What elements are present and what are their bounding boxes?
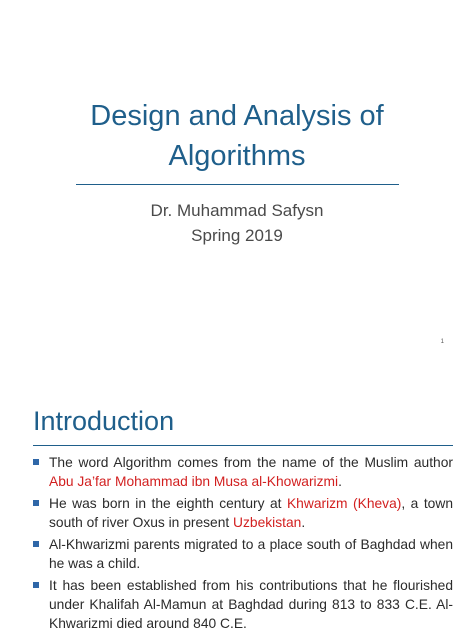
bullet-text: The word Algorithm comes from the name of the Muslim author — [49, 455, 453, 470]
term-label: Spring 2019 — [191, 226, 283, 245]
bullet-item — [32, 494, 453, 532]
slide-title — [0, 96, 474, 176]
title-divider — [76, 184, 399, 185]
slide-subtitle — [0, 198, 474, 248]
square-bullet-icon — [33, 582, 39, 588]
author-name: Dr. Muhammad Safysn — [150, 201, 324, 220]
bullet-list — [32, 453, 453, 632]
introduction-slide — [0, 358, 474, 632]
bullet-item — [32, 576, 453, 632]
bullet-text: . — [301, 515, 306, 530]
highlighted-text: Uzbekistan — [233, 515, 302, 530]
highlighted-text: Khwarizm (Kheva) — [286, 496, 402, 511]
bullet-text: . — [338, 474, 342, 489]
bullet-text: He was born in the eighth century at — [49, 496, 287, 511]
square-bullet-icon — [33, 500, 39, 506]
intro-heading: Introduction — [33, 406, 175, 436]
slide-number: 1 — [440, 339, 444, 345]
bullet-item — [32, 453, 453, 491]
square-bullet-icon — [33, 541, 39, 547]
bullet-text: Al-Khwarizmi parents migrated to a place south of Baghdad when he was a child. — [49, 537, 453, 571]
square-bullet-icon — [33, 459, 39, 465]
intro-divider — [33, 445, 453, 446]
slide-title-line-2: Algorithms — [168, 140, 306, 172]
highlighted-text: Abu Ja’far Mohammad ibn Musa al-Khowarizmi — [49, 474, 339, 489]
bullet-item — [32, 535, 453, 573]
bullet-text: , a town south of river Oxus in present — [49, 496, 453, 530]
slide-title-line-1: Design and Analysis of — [90, 100, 384, 132]
bullet-text: It has been established from his contributions that he flourished under Khalifah Al-Mamun at Baghdad during 813 to 833 C.E. Al-Khwarizmi died around 840 C.E. — [49, 578, 453, 631]
